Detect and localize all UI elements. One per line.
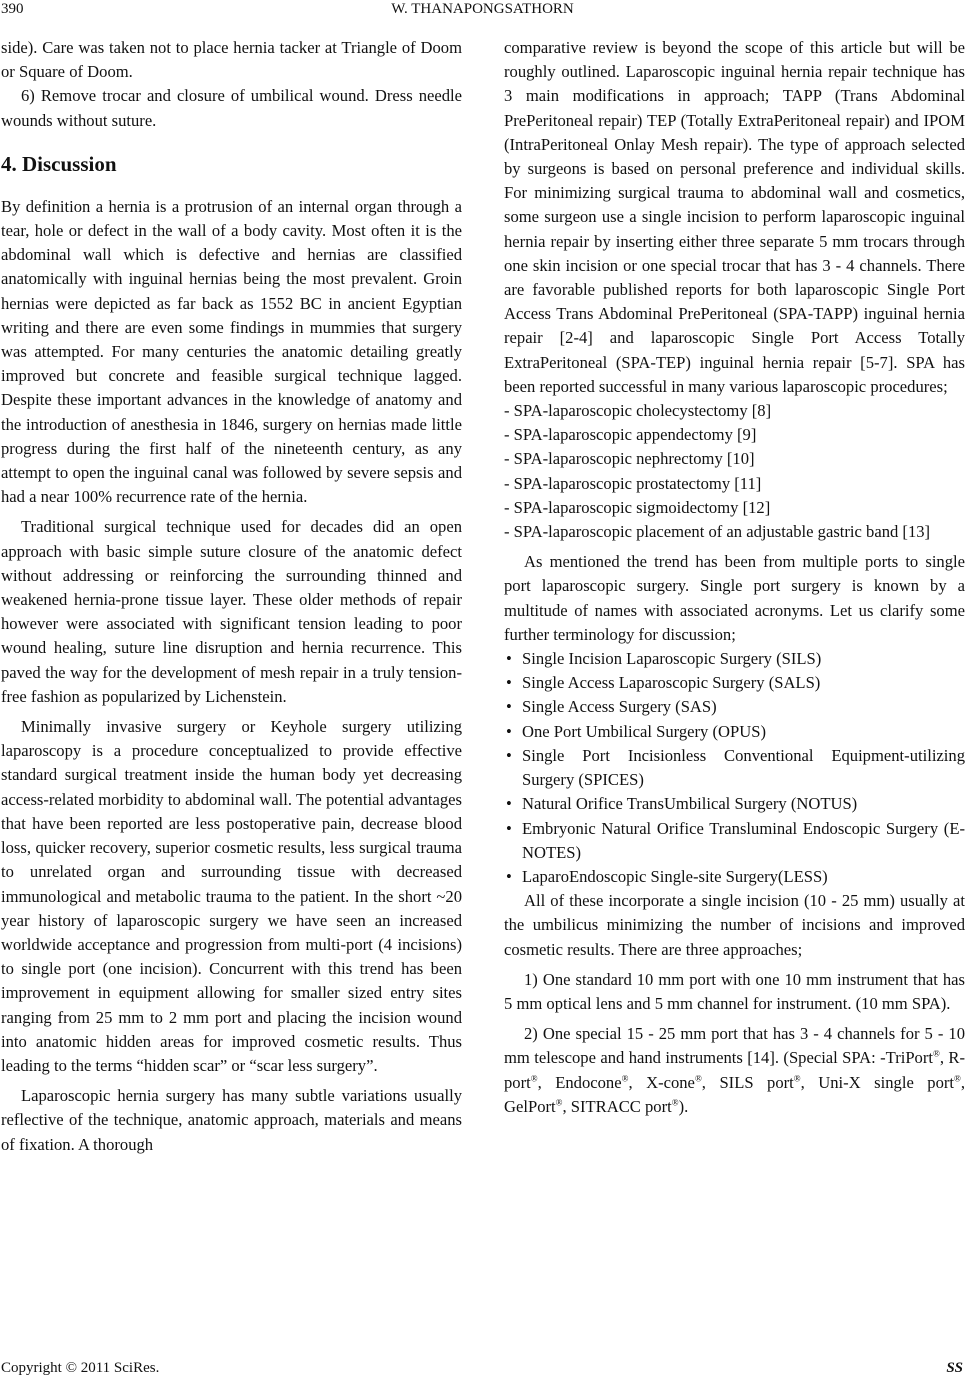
list-item: • One Port Umbilical Surgery (OPUS): [504, 720, 965, 744]
copyright: Copyright © 2011 SciRes.: [1, 1360, 160, 1376]
paragraph: All of these incorporate a single incision (10 - 25 mm) usually at the umbilicus minimizing the number of incisions and improved cosmetic results. There are three approaches;: [504, 891, 965, 959]
procedure-item: - SPA-laparoscopic sigmoidectomy [12]: [504, 497, 771, 517]
paragraph: Minimally invasive surgery or Keyhole surgery utilizing laparoscopy is a procedure conceptualized to provide effective standard surgical treatment inside the human body yet decreasing access-related morbidity to abdominal wall. The potential advantages that have been reported are less postoperative pain, decrease blood loss, quicker recovery, superior cosmetic results, less surgical trauma to unrelated organ and surrounding tissue with decreased immunological and metabolic trauma to the patient. In the short ~20 year history of laparoscopic surgery we have seen an increased worldwide acceptance and progression from multi-port (4 incisions) to single port (one incision). Concurrent with this trend has been improvement in equipment allowing for smaller sized entry sites ranging from 25 mm to 2 mm port and placing the incision wound into anatomic hidden areas for improved cosmetic results. Thus leading to the terms “hidden scar” or “scar less surgery”.: [1, 717, 462, 1075]
continued-paragraph: side). Care was taken not to place hernia tacker at Triangle of Doom or Square of Doom.: [1, 38, 462, 82]
registered-mark-icon: ®: [954, 1073, 961, 1083]
bullet-icon: •: [506, 818, 512, 838]
list-item: • LaparoEndoscopic Single-site Surgery(LESS): [504, 865, 965, 889]
bullet-icon: •: [506, 673, 512, 693]
paragraph: comparative review is beyond the scope of this article but will be roughly outlined. Laparoscopic inguinal hernia repair technique has 3 main modifications in approach; TAPP (Trans Abdominal PrePeritoneal repair) TEP (Totally ExtraPeritoneal repair) and IPOM (IntraPeritoneal Onlay Mesh repair). The type of approach selected by surgeons is based on personal preference and individual skills. For minimizing surgical trauma to abdominal wall and cosmetics, some surgeon use a single incision to perform laparoscopic inguinal hernia repair by inserting either three separate 5 mm trocars through one skin incision or one special trocar that has 3 - 4 channels. There are favorable published reports for both laparoscopic Single Port Access Trans Abdominal PrePeritoneal (SPA-TAPP) inguinal hernia repair [2-4] and laparoscopic Single Port Access Totally ExtraPeritoneal (SPA-TEP) inguinal hernia repair [5-7]. SPA has been reported successful in many various laparoscopic procedures;: [504, 38, 965, 396]
port-name: Endocone: [555, 1072, 622, 1092]
registered-mark-icon: ®: [621, 1073, 629, 1083]
page-header: [0, 0, 965, 24]
paragraph: As mentioned the trend has been from multiple ports to single port laparoscopic surgery. Single port surgery is known by a multitude of names with associated acronyms. Let us clarify some further terminology for discussion;: [504, 552, 965, 644]
list-item: • Single Access Laparoscopic Surgery (SALS): [504, 671, 965, 695]
step-6: 6) Remove trocar and closure of umbilical wound. Dress needle wounds without suture.: [1, 86, 462, 130]
right-column: [504, 36, 965, 1119]
bullet-icon: •: [506, 721, 512, 741]
list-item: • Single Incision Laparoscopic Surgery (SILS): [504, 647, 965, 671]
running-title: W. THANAPONGSATHORN: [391, 1, 574, 17]
bullet-icon: •: [506, 866, 512, 886]
port-name: GelPort: [504, 1096, 556, 1116]
journal-abbrev: SS: [946, 1360, 963, 1376]
port-name: TriPort: [885, 1048, 933, 1068]
list-item: • Single Port Incisionless Conventional Equipment-utilizing Surgery (SPICES): [506, 745, 965, 790]
paragraph: By definition a hernia is a protrusion of an internal organ through a tear, hole or defect in the wall of a body cavity. Most often it is the abdominal wall which is defective and hernias are classified anatomically with inguinal hernias being the most prevalent. Groin hernias were depicted as far back as 1552 BC in ancient Egyptian writing and there are even some findings in mummies that surgery was attempted. For many centuries the anatomic detailing greatly improved but concrete and feasible surgical technique lagged. Despite these important advances in the knowledge of anatomy and the introduction of anesthesia in 1846, surgery on hernias made little progress during the first half of the nineteenth century, as any attempt to open the inguinal canal was followed by severe sepsis and had a near 100% recurrence rate of the hernia.: [1, 196, 462, 507]
approach-2: 2) One special 15 - 25 mm port that has 3 - 4 channels for 5 - 10 mm telescope and hand instruments [14]. (Special SPA: -TriPort®, R-port®, Endocone®, X-cone®, SILS port®, Uni-X single port®, GelPort®, SITRACC port®).: [504, 1024, 965, 1116]
left-column: [1, 36, 462, 1157]
bullet-icon: •: [506, 745, 512, 765]
paragraph: Traditional surgical technique used for decades did an open approach with basic simple suture closure of the anatomic defect without addressing or reinforcing the surrounding thinned and weakened hernia-prone tissue layer. These older methods of repair however were associated with significant tension leading to poor wound healing, suture line disruption and hernia recurrence. This paved the way for the development of mesh repair in a truly tension-free fashion as popularized by Lichenstein.: [1, 517, 462, 706]
registered-mark-icon: ®: [694, 1073, 702, 1083]
procedure-list: [504, 399, 965, 544]
registered-mark-icon: ®: [933, 1048, 940, 1059]
registered-mark-icon: ®: [530, 1073, 538, 1083]
paragraph: Laparoscopic hernia surgery has many subtle variations usually reflective of the technique, anatomic approach, materials and means of fixation. A thorough: [1, 1086, 462, 1154]
bullet-icon: •: [506, 649, 512, 669]
procedure-item: - SPA-laparoscopic prostatectomy [11]: [504, 473, 762, 493]
terminology-list: [504, 647, 965, 889]
section-heading: 4. Discussion: [1, 151, 117, 176]
procedure-item: - SPA-laparoscopic appendectomy [9]: [504, 425, 757, 445]
approach-1: 1) One standard 10 mm port with one 10 mm instrument that has 5 mm optical lens and 5 mm channel for instrument. (10 mm SPA).: [504, 969, 965, 1013]
port-name: SILS port: [719, 1072, 794, 1092]
list-item: • Embryonic Natural Orifice Transluminal Endoscopic Surgery (E-NOTES): [506, 818, 965, 862]
procedure-item: - SPA-laparoscopic cholecystectomy [8]: [504, 401, 772, 421]
bullet-icon: •: [506, 697, 512, 717]
port-name: SITRACC port: [570, 1096, 672, 1116]
registered-mark-icon: ®: [671, 1097, 679, 1108]
list-item: • Single Access Surgery (SAS): [504, 695, 965, 719]
list-item: • Natural Orifice TransUmbilical Surgery (NOTUS): [504, 792, 965, 816]
port-name: R-port: [504, 1048, 965, 1092]
page-number: 390: [1, 1, 24, 17]
port-name: Uni-X single port: [818, 1072, 955, 1092]
bullet-icon: •: [506, 794, 512, 814]
procedure-item: - SPA-laparoscopic nephrectomy [10]: [504, 449, 755, 469]
procedure-item: - SPA-laparoscopic placement of an adjustable gastric band [13]: [504, 522, 931, 542]
registered-mark-icon: ®: [793, 1073, 801, 1083]
port-name: X-cone: [646, 1072, 695, 1092]
registered-mark-icon: ®: [555, 1097, 563, 1108]
